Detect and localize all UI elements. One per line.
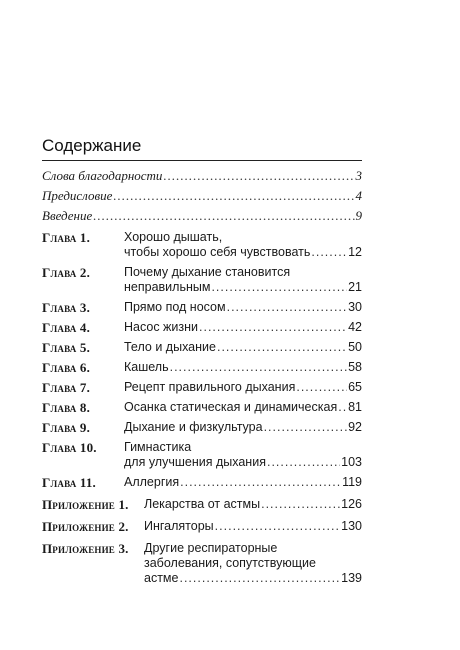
- chapter-label: [42, 360, 124, 375]
- page-number: 139: [341, 571, 362, 585]
- appendix-word: Приложение: [42, 541, 115, 556]
- toc-entry-appendix[interactable]: [42, 541, 362, 586]
- toc-entry-chapter[interactable]: [42, 265, 362, 295]
- entry-title: Кашель: [124, 360, 169, 374]
- chapter-number: 5.: [79, 340, 91, 355]
- dot-leader: [296, 380, 347, 395]
- toc-entry-front[interactable]: [42, 168, 362, 183]
- dot-leader: [180, 475, 341, 490]
- dot-leader: [199, 320, 347, 335]
- page-number: 30: [348, 300, 362, 314]
- page-number: 81: [348, 400, 362, 414]
- entry-title: Насос жизни: [124, 320, 199, 334]
- toc-entry-chapter[interactable]: [42, 340, 362, 355]
- toc-entry-appendix[interactable]: [42, 497, 362, 512]
- dot-leader: [227, 300, 348, 315]
- entry-title: астме: [144, 571, 179, 585]
- chapter-word: Глава: [42, 230, 77, 245]
- page-number: 119: [342, 475, 362, 489]
- entry-body: [124, 380, 362, 395]
- entry-body: [124, 320, 362, 335]
- entry-body: [124, 475, 362, 490]
- chapter-label: [42, 230, 124, 245]
- toc-entry-chapter[interactable]: [42, 440, 362, 470]
- entry-body: [124, 360, 362, 375]
- page-number: 3: [355, 168, 362, 183]
- entry-body: [144, 519, 362, 534]
- entry-body: [144, 541, 362, 586]
- dot-leader: [217, 340, 347, 355]
- chapter-number: 3.: [79, 300, 91, 315]
- entry-title: заболевания, сопутствующие: [144, 556, 316, 570]
- chapter-word: Глава: [42, 420, 77, 435]
- toc-entry-chapter[interactable]: [42, 230, 362, 260]
- page-number: 12: [348, 245, 362, 259]
- chapter-number: 7.: [79, 380, 91, 395]
- toc-entry-appendix[interactable]: [42, 519, 362, 534]
- page-number: 126: [341, 497, 362, 511]
- entry-title-line: [144, 519, 362, 534]
- entry-title: Прямо под носом: [124, 300, 226, 314]
- chapter-label: [42, 320, 124, 335]
- page-number: 58: [348, 360, 362, 374]
- entry-body: [42, 208, 362, 223]
- page-number: 103: [341, 455, 362, 469]
- entry-title-line: [42, 208, 362, 223]
- entry-title: Лекарства от астмы: [144, 497, 261, 511]
- entry-title-line: [124, 360, 362, 375]
- page-number: 42: [348, 320, 362, 334]
- entry-title-line: [124, 265, 362, 280]
- toc-entry-chapter[interactable]: [42, 400, 362, 415]
- appendix-label: [42, 497, 144, 512]
- entry-title-line: [124, 300, 362, 315]
- chapter-word: Глава: [42, 380, 77, 395]
- toc-page: [42, 0, 362, 650]
- entry-body: [124, 440, 362, 470]
- appendix-number: 2.: [118, 519, 129, 534]
- page-number: 21: [348, 280, 362, 294]
- dot-leader: [170, 360, 347, 375]
- chapter-number: 1.: [79, 230, 91, 245]
- chapter-number: 10.: [79, 440, 97, 455]
- toc-entry-chapter[interactable]: [42, 300, 362, 315]
- toc-entry-front[interactable]: [42, 208, 362, 223]
- entry-title: Введение: [42, 208, 93, 223]
- page-number: 65: [348, 380, 362, 394]
- entry-body: [124, 230, 362, 260]
- chapter-number: 4.: [79, 320, 91, 335]
- entry-title-line: [124, 400, 362, 415]
- toc-entry-chapter[interactable]: [42, 380, 362, 395]
- appendix-number: 1.: [118, 497, 129, 512]
- page-number: 50: [348, 340, 362, 354]
- entry-title: Слова благодарности: [42, 168, 163, 183]
- page-title: Содержание: [42, 136, 362, 161]
- dot-leader: [264, 420, 348, 435]
- dot-leader: [267, 455, 340, 470]
- entry-body: [124, 300, 362, 315]
- dot-leader: [179, 571, 340, 586]
- dot-leader: [211, 280, 347, 295]
- entry-body: [124, 400, 362, 415]
- toc-entry-chapter[interactable]: [42, 360, 362, 375]
- dot-leader: [338, 400, 347, 415]
- chapter-word: Глава: [42, 300, 77, 315]
- entry-title: Предисловие: [42, 188, 113, 203]
- appendix-label: [42, 519, 144, 534]
- dot-leader: [311, 245, 347, 260]
- entry-title-line: [124, 280, 362, 295]
- entry-title-line: [124, 230, 362, 245]
- appendix-word: Приложение: [42, 519, 115, 534]
- entry-body: [42, 188, 362, 203]
- chapter-word: Глава: [42, 400, 77, 415]
- page-number: 92: [348, 420, 362, 434]
- chapter-label: [42, 265, 124, 280]
- chapter-word: Глава: [42, 475, 77, 490]
- chapter-word: Глава: [42, 320, 77, 335]
- entry-title-line: [124, 245, 362, 260]
- entry-title-line: [144, 497, 362, 512]
- entry-title: чтобы хорошо себя чувствовать: [124, 245, 311, 259]
- entry-title-line: [124, 440, 362, 455]
- entry-title: Почему дыхание становится: [124, 265, 291, 279]
- appendix-word: Приложение: [42, 497, 115, 512]
- chapter-label: [42, 440, 124, 455]
- entry-title-line: [124, 420, 362, 435]
- chapter-word: Глава: [42, 360, 77, 375]
- dot-leader: [113, 188, 354, 203]
- toc-entry-chapter[interactable]: [42, 420, 362, 435]
- entry-title-line: [144, 556, 362, 571]
- entry-body: [124, 340, 362, 355]
- appendix-number: 3.: [118, 541, 129, 556]
- entry-title-line: [42, 168, 362, 183]
- entry-title: Рецепт правильного дыхания: [124, 380, 296, 394]
- entry-title-line: [124, 455, 362, 470]
- chapter-word: Глава: [42, 265, 77, 280]
- entry-title-line: [124, 475, 362, 490]
- page-number: 130: [341, 519, 362, 533]
- appendix-label: [42, 541, 144, 556]
- entry-title: Хорошо дышать,: [124, 230, 223, 244]
- entry-title: Ингаляторы: [144, 519, 214, 533]
- entry-title: Другие респираторные: [144, 541, 278, 555]
- chapter-number: 6.: [79, 360, 91, 375]
- entry-body: [42, 168, 362, 183]
- entry-title: Тело и дыхание: [124, 340, 216, 354]
- entry-title: для улучшения дыхания: [124, 455, 266, 469]
- chapter-word: Глава: [42, 440, 77, 455]
- chapter-number: 11.: [79, 475, 97, 490]
- chapter-label: [42, 380, 124, 395]
- dot-leader: [93, 208, 354, 223]
- entry-body: [124, 420, 362, 435]
- dot-leader: [163, 168, 354, 183]
- entry-title-line: [124, 380, 362, 395]
- chapter-label: [42, 300, 124, 315]
- chapter-label: [42, 340, 124, 355]
- chapter-number: 8.: [79, 400, 91, 415]
- entry-title: Дыхание и физкультура: [124, 420, 263, 434]
- entry-title-line: [42, 188, 362, 203]
- toc-entry-front[interactable]: [42, 188, 362, 203]
- entry-body: [144, 497, 362, 512]
- dot-leader: [215, 519, 340, 534]
- entry-body: [124, 265, 362, 295]
- table-of-contents: [42, 168, 362, 586]
- chapter-label: [42, 420, 124, 435]
- entry-title: Аллергия: [124, 475, 180, 489]
- chapter-number: 9.: [79, 420, 91, 435]
- chapter-word: Глава: [42, 340, 77, 355]
- entry-title-line: [144, 571, 362, 586]
- toc-entry-chapter[interactable]: [42, 320, 362, 335]
- entry-title: неправильным: [124, 280, 211, 294]
- page-number: 9: [355, 208, 362, 223]
- entry-title-line: [124, 320, 362, 335]
- entry-title: Осанка статическая и динамическая: [124, 400, 338, 414]
- chapter-label: [42, 400, 124, 415]
- page-number: 4: [355, 188, 362, 203]
- toc-entry-chapter[interactable]: [42, 475, 362, 490]
- chapter-number: 2.: [79, 265, 91, 280]
- entry-title-line: [144, 541, 362, 556]
- dot-leader: [261, 497, 340, 512]
- entry-title-line: [124, 340, 362, 355]
- chapter-label: [42, 475, 124, 490]
- entry-title: Гимнастика: [124, 440, 192, 454]
